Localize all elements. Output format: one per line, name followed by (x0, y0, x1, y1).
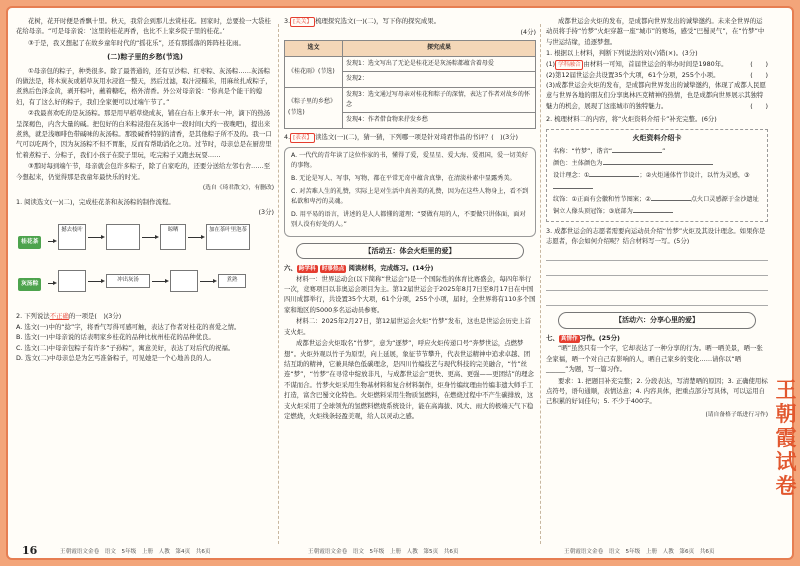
q4-tag: [表表】 (290, 133, 315, 143)
card-title: 火炬资料介绍卡 (632, 133, 682, 142)
passage2-title: (二)粽子里的乡愁(节选) (107, 53, 183, 62)
material-2-body: 成都世运会火炬取名“竹梦”，意为“逐梦”，呼应火炬传递口号“奔梦世运，点燃梦想”。火炬外观以竹子为原型，向上延展，象征节节攀升，代表世运精神中追求卓越、团结互助的精神，它兼具绿色低碳理念，是四川竹编技艺与现代科技的完美融合，“竹”丝连“梦”，“竹梦”在寻常中绽放非凡，与成都世运会“更快、更高、更强——更团结”的理念不谋而合。竹梦火炬采用生物基材料和复合材料制作，炬身竹编纹理由竹编非遗大师手工打造，富含巴蜀文化特色。火炬燃料采用生物质氢燃料，在燃烧过程中不产生碳排放，这支火炬采用了全球领先的氢燃料燃烧系统设计，能在高海拔、风大、雨大的极端天气下稳定燃烧，火炬线条轻盈美观，给人以灵动之感。 (284, 339, 534, 420)
footer-page-5: 王朝霞语文金卷 语文 5年级 上册 人教 第5页 共6页 (308, 549, 459, 555)
card-color-blank[interactable] (603, 157, 713, 165)
exam-page (6, 6, 794, 560)
flow-arrow (152, 281, 166, 282)
tag-current-events: 时事热点 (321, 266, 345, 273)
column-right (546, 16, 768, 420)
flow-arrow (142, 237, 156, 238)
answer-line[interactable] (546, 296, 768, 306)
table-cell-passage-1: 《桂花雨》(节选) (285, 56, 343, 87)
section-6-question-1: 1. 根据以上材料，判断下列说法的对(√)错(×)。(3分) (546, 49, 698, 58)
flow-label-ash-zongzi: 灰汤粽 (18, 278, 41, 290)
question-3: 3. [关关】 梳理探究选文(一)(二)，写下你的探究成果。 (284, 17, 441, 25)
card-design-blank[interactable] (589, 169, 639, 177)
process-flowchart (16, 220, 274, 308)
column-divider (540, 24, 541, 544)
section-7-heading: 七、 真情作 习作。(25分) (546, 333, 620, 342)
writing-requirements: 要求：1. 把题目补充完整；2. 分段表达，写清楚晒的原因；3. 正确使用标点符号，语句通顺，表情达意；4. 内容具体，把重点部分写具体，可以运用自己积累的好词佳句；5. 不少于400字。 (546, 376, 768, 406)
card-color-row: 颜色：主体颜色为 (553, 157, 761, 169)
table-cell-finding-2-blank[interactable]: 发现2： (343, 72, 536, 87)
q4-option-b: B. 无论是写人、写事，写物，都在平常无奇中蕴含真挚，在清淡朴素中显露秀美。 (291, 174, 516, 182)
tag-cross-subject: 跨学科 (298, 266, 316, 273)
section-6-heading: 六、 跨学科 时事热点 阅读材料，完成练习。(14分) (284, 264, 434, 273)
q4-option-c: C. 对苦难人生的礼赞，实际上是对生活中真善美的礼赞，因为在这些人物身上，看不到私欲和卑污的灵魂。 (291, 187, 529, 205)
torch-info-card (546, 129, 768, 222)
q2-option-a: A. 选文(一)中的“捻”字，将香气写得可感可触，表达了作者对桂花的喜爱之情。 (16, 322, 241, 331)
column-divider (278, 24, 279, 544)
flow-arrow (200, 281, 214, 282)
footer-page-6: 王朝霞语文金卷 语文 5年级 上册 人教 第6页 共6页 (564, 549, 715, 555)
card-pattern-blank[interactable] (651, 193, 691, 201)
question-2: 2. 下列说法不正确的一项是( )(3分) (16, 312, 122, 321)
q4-option-a: A. 一代代的青年读了这位作家的书，懂得了爱，爱星星、爱大海、爱祖国，爱一切美好的事物。 (291, 151, 528, 169)
passage2-p1: ①母亲包的粽子，种类很多。除了最普通的，还有豆沙粽、红枣粽、灰汤粽……灰汤粽的做法是，将木炭灰或稻草灰用水浸泡一整天，然后过滤，取汁浸糯米，用麻丝扎成粽子，煮熟后色泽金黄，剥开粽叶，蘸着糖吃，格外清香。外公对母亲说：“你真是个能干的媳妇，有了这么好的粽子，我们全家便可以过端午节了。” (16, 66, 272, 106)
flow-label-osmanthus-tea: 桂花茶 (18, 236, 41, 248)
column-left (16, 16, 274, 363)
answer-line[interactable] (546, 251, 768, 261)
section-6-question-3: 3. 成都世运会的志愿者需要向运动员介绍“竹梦”火炬及其设计理念。如果你是志愿者，你会如何介绍呢？结合材料写一写。(5分) (546, 226, 766, 246)
material-2-continued: 成都世运会火炬的发布，是成都向世界发出的诚挚邀约。未来全世界的运动员将手持“竹梦”火炬穿越一座“城市”的赛场，感受“巴蜀灵气”，在“竹梦”中与世运结缘，追逐梦想。 (546, 17, 765, 46)
flow-step-8: 煮熟 (218, 274, 246, 288)
section-6-question-2: 2. 梳理材料二的内容，将“火炬资料介绍卡”补充完整。(6分) (546, 115, 717, 124)
q2-option-b: B. 选文(一)中母亲说的话表明家乡桂花的品种比杭州桂花的品种优良。 (16, 333, 215, 342)
statement-2: (2)第12届世运会共设置35个大项，61个分项，255个小项。 ( ) (546, 70, 768, 79)
question-1: 1. 阅读选文(一)(二)，完成桂花茶和灰汤粽的制作流程。 (16, 197, 175, 206)
flow-step-7-blank[interactable] (170, 270, 198, 292)
flow-step-4: 加在茶叶里泡茶 (206, 224, 250, 250)
activity-6-heading: 【活动六：分享心里的爱】 (558, 312, 756, 328)
table-cell-finding-4: 发现4：作者借食物来抒发乡愁 (343, 113, 536, 128)
statement-1: (1) 学科融合 由材料一可知，首届世运会的举办时间是1980年。 ( ) (546, 59, 768, 68)
card-name-row: 名称：“竹梦”，谐音“ ” (553, 145, 761, 157)
activity-5-heading: 【活动五：体会火炬里的爱】 (296, 243, 524, 259)
writing-prompt: “晒”虽然只有一个字，它却表达了一种分享的行为。晒一晒美景，晒一张全家福，晒一个对自己有影响的人，晒自己家乡的变化……请你以“晒______”为题，写一篇习作。 (546, 344, 763, 374)
passage2-source: (选自《琦君散文》，有删改) (202, 185, 274, 192)
passage2-p2: ②我最喜欢吃的是灰汤粽。那是用早稻草烧成灰，铺在白布上拿开水一冲，滴下的热汤呈深褐色，内含大量的碱。把包好的白米粽浸泡在灰汤中一段时间(大约一夜晚吧)，提出来煮熟，就是浅咖啡色带碱味的灰汤粽。那股碱香特别的清香，是其他粽子所不及的。我一口气可以吃两个，因为灰汤粽不但不胃胀，反而有帮助消化之功。过节时，母亲总是在厨房里忙着煮粽子、分粽子，我们小孩子在院子里玩，吃完粽子又跑去玩耍…… (16, 109, 272, 159)
page-number: 16 (22, 544, 38, 557)
answer-line[interactable] (546, 281, 768, 291)
table-cell-finding-3: 发现3：选文通过写母亲对桂花和粽子的深情，表达了作者对故乡的怀念 (343, 87, 536, 113)
flow-step-3: 晾晒 (160, 224, 186, 250)
column-middle (284, 16, 536, 422)
footer-page-4: 王朝霞语文金卷 语文 5年级 上册 人教 第4页 共6页 (60, 549, 211, 555)
q3-points: (4分) (520, 28, 536, 36)
table-cell-passage-2: 《粽子里的乡愁》(节选) (285, 87, 343, 128)
card-bottom-blank[interactable] (633, 205, 673, 213)
material-1: 材料一：世界运动会(以下简称“世运会”)是一个国际性的体育比赛盛会，每四年举行一次，竞赛项目以非奥运会项目为主。第12届世运会于2025年8月7日至8月17日在中国四川成都举行，共设置35个大项，61个分项，255个小项，届时，全世界将有110多个国家和地区的5000多名运动员参赛。 (284, 274, 536, 314)
flow-arrow (88, 281, 102, 282)
card-design-row: 设计理念：① ；②火炬通体竹节设计，以竹为灵感，③ (553, 169, 761, 193)
answer-line[interactable] (546, 266, 768, 276)
material-2: 材料二：2025年2月27日，第12届世运会火炬“竹梦”发布，这也是世运会历史上首支火炬。 (284, 317, 531, 336)
brand-vertical-logo: 王朝霞试卷 (775, 377, 797, 498)
card-pattern-row: 纹饰：①正面有会徽和竹节图案；② 点火口灵感源于金沙遗址铜立人像头顶冠饰；③底部为 (553, 193, 761, 217)
writing-note: (请自备格子纸进行习作) (705, 411, 768, 418)
q2-option-d: D. 选文(二)中母亲总是为乞丐准备粽子，可见她是一个心地善良的人。 (16, 353, 216, 362)
flow-arrow (48, 241, 54, 242)
flow-step-2-blank[interactable] (106, 224, 140, 250)
q4-options-box (284, 147, 536, 237)
flow-arrow (88, 237, 102, 238)
q4-option-d: D. 用平易的语言，讲述的是人人都懂的道理；“要做有用的人，不要做只讲体面，面对别人没有好处的人。” (291, 210, 526, 228)
statement-3: (3)成都世运会火炬的发布，是成都向世界发出的诚挚邀约，体现了成都人民愿意与世界各地的朋友们分享奥林匹克精神的热情，也是成都向世界展示其独特魅力的机会，展现了这座城市的独特魅力。 ( ) (546, 81, 768, 110)
passage1-end-2: ③于是，我又想起了在故乡童年时代的“摇花乐”，还有那摇落的阵阵桂花雨。 (28, 38, 245, 47)
flow-step-6: 冲出灰汤 (106, 274, 150, 288)
question-4: 4. [表表】 读选文(一)(二)，猜一猜，下列哪一项是针对琦君作品的书评？( )(3分) (284, 132, 519, 141)
flow-step-5-blank[interactable] (58, 270, 86, 292)
card-design-blank-2[interactable] (553, 181, 593, 189)
passage1-end: 花树，花开时便是香飘十里。秋天，我常会到那儿去赏桂花。回家时，总要捡一大袋桂花给母亲。“可是母亲说：‘这里的桂花再香，也比不上家乡院子里的桂花。’ (16, 17, 271, 36)
table-header-passage: 选文 (285, 41, 343, 56)
q2-option-c: C. 选文(二)中母亲包粽子有许多“子孙粽”，寓意美好，表达了对后代的祝福。 (16, 343, 235, 352)
q3-tag: [关关】 (290, 17, 315, 27)
flow-step-1: 撼去枝叶 (58, 224, 86, 250)
passage2-p3: ③那时每到端午节，母亲就会包许多粽子，除了自家吃的，还要分送给左邻右舍……至今想起来，仍觉得那是我童年最快乐的时光。 (16, 162, 271, 181)
question-1-points: (3分) (258, 207, 274, 216)
flow-arrow (48, 283, 54, 284)
tag-true-feeling: 真情作 (560, 335, 578, 342)
table-header-findings: 探究成果 (343, 41, 536, 56)
table-cell-finding-1: 发现1：选文写出了无论是桂花还是灰汤粽都蕴含着母爱 (343, 56, 536, 71)
card-name-blank[interactable] (612, 145, 662, 153)
findings-table (284, 40, 536, 128)
flow-arrow (188, 237, 202, 238)
